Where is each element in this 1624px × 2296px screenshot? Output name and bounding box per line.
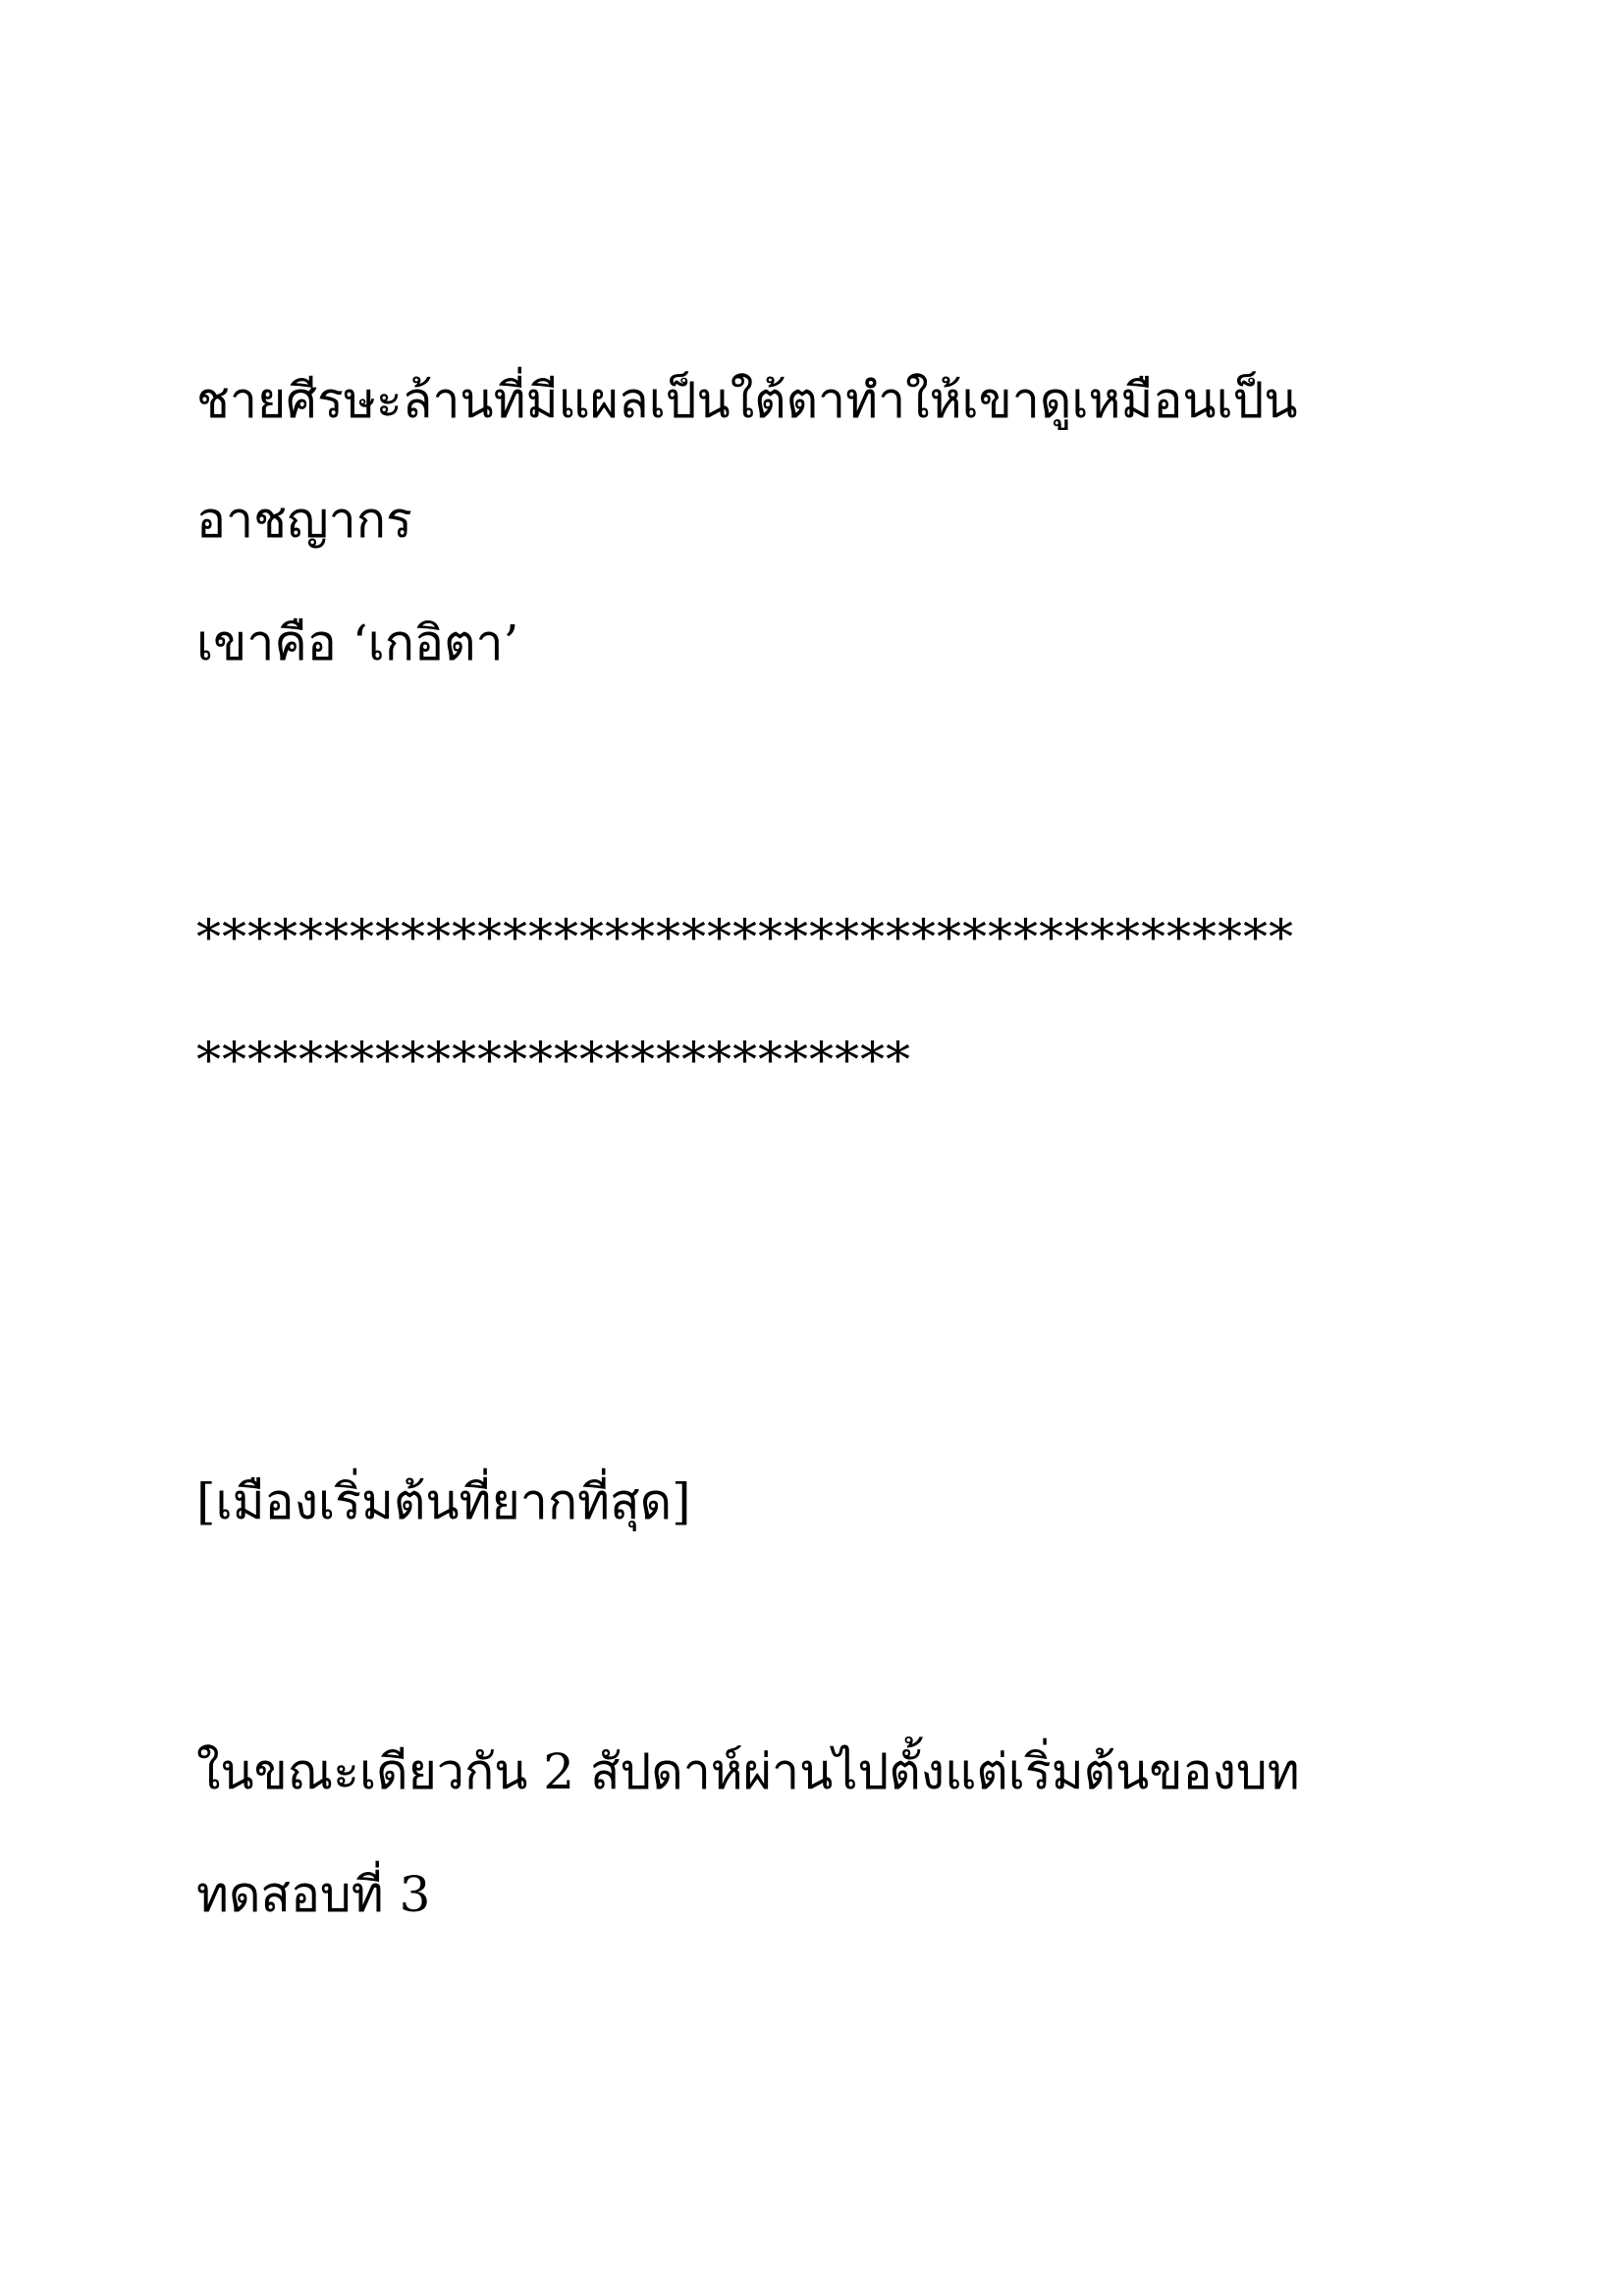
- body-text-line: ทดสอบที่ 3: [196, 1866, 431, 1923]
- body-text-line: ในขณะเดียวกัน 2 สัปดาห์ผ่านไปตั้งแต่เริ่มต้นของบท: [196, 1743, 1300, 1800]
- asterisk-separator: ****************************: [196, 1032, 911, 1089]
- asterisk-separator: *******************************************: [196, 909, 1294, 966]
- section-heading: [เมืองเริ่มต้นที่ยากที่สุด]: [196, 1473, 691, 1530]
- body-text-line: ชายศีรษะล้านที่มีแผลเป็นใต้ตาทำให้เขาดูเหมือนเป็น: [196, 372, 1298, 429]
- body-text-line: เขาคือ ‘เกอิตา’: [196, 614, 519, 671]
- body-text-line: อาชญากร: [196, 492, 412, 549]
